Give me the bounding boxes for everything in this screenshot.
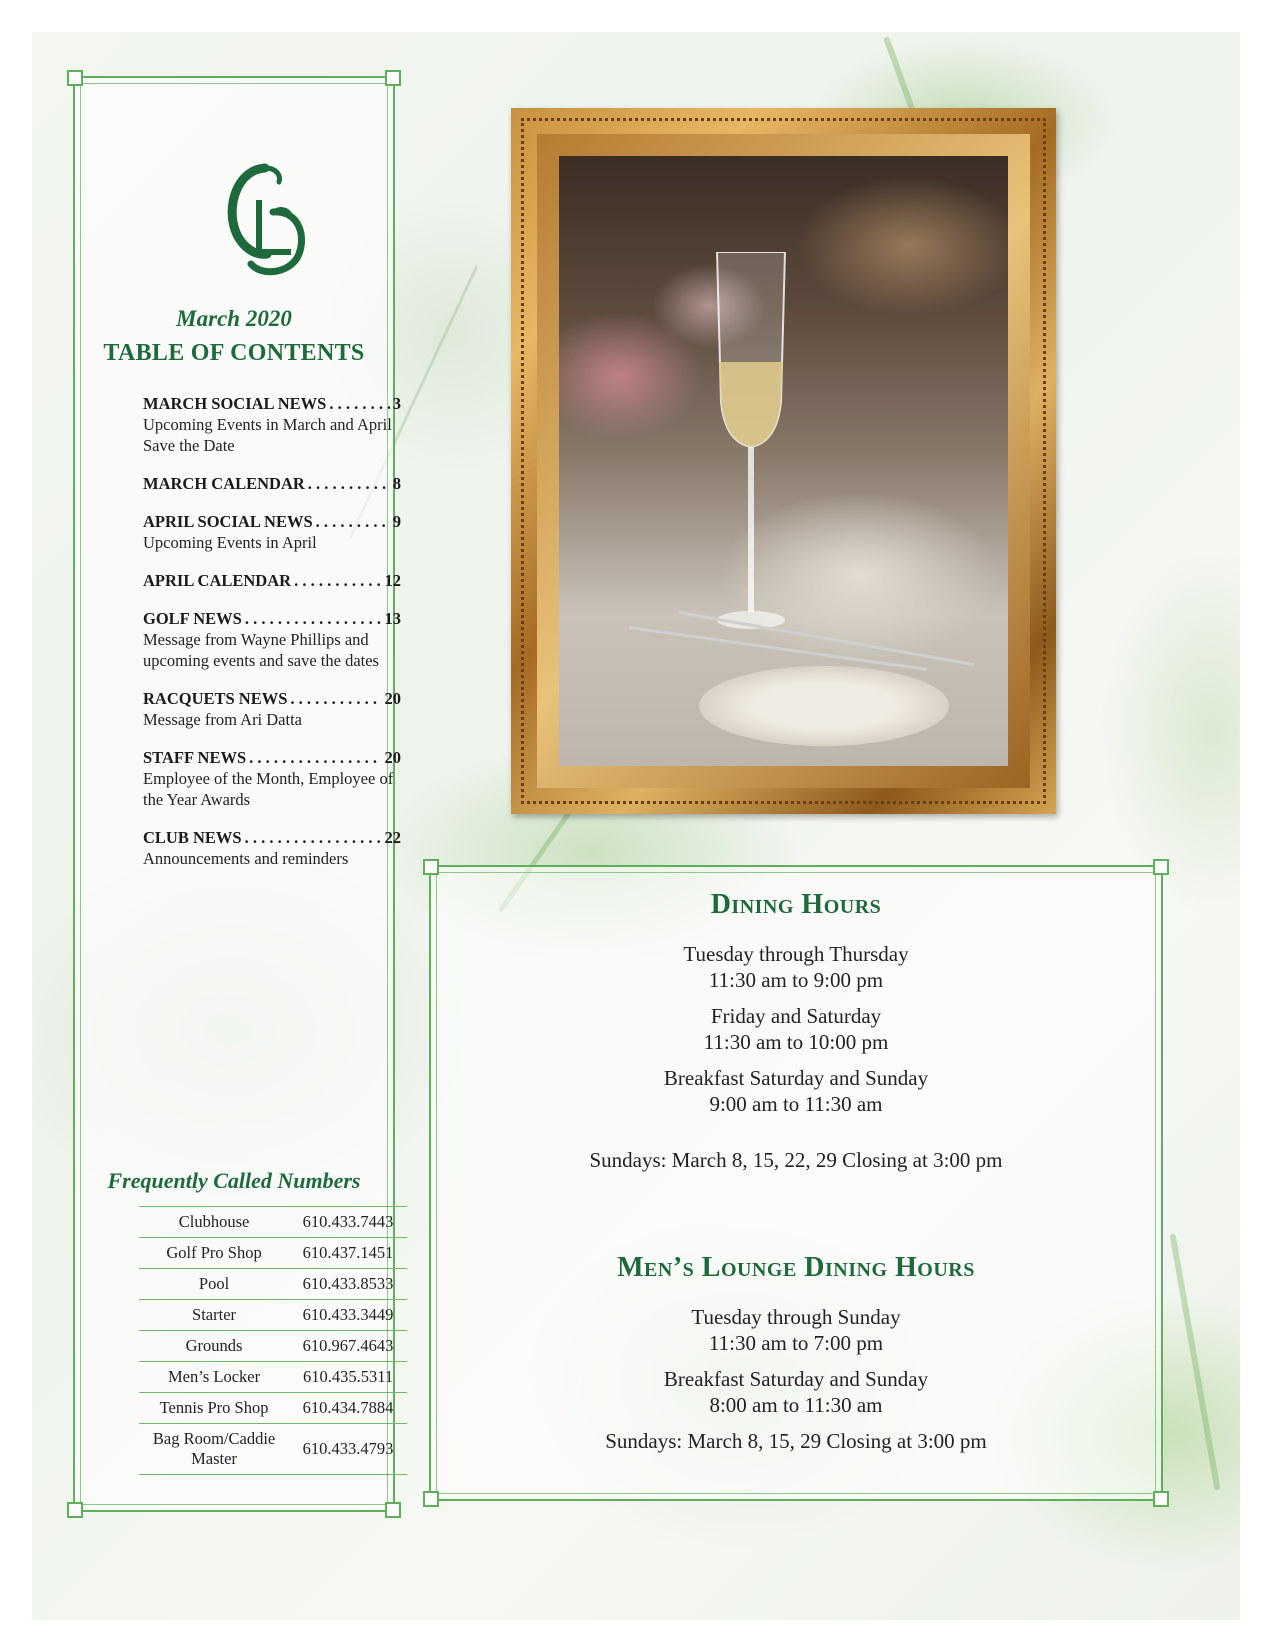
- leader-dots: [308, 474, 390, 494]
- dining-hours-title: Dining Hours: [710, 889, 882, 920]
- frame-corner-ornament: [385, 1502, 401, 1518]
- toc-entry-description: Message from Ari Datta: [143, 710, 302, 729]
- table-row: [139, 1238, 407, 1269]
- phone-number[interactable]: 610.967.4643: [289, 1331, 407, 1362]
- table-of-contents-panel: [73, 76, 401, 1512]
- toc-entry-title: APRIL CALENDAR: [143, 571, 292, 590]
- phone-number[interactable]: 610.435.5311: [289, 1362, 407, 1393]
- contact-name: Starter: [139, 1300, 289, 1331]
- table-row: [139, 1300, 407, 1331]
- hours-time: 11:30 am to 7:00 pm: [708, 1331, 884, 1355]
- phone-numbers-title: Frequently Called Numbers: [107, 1168, 361, 1193]
- toc-entry-page: 3: [392, 394, 401, 413]
- contact-name: Clubhouse: [139, 1207, 289, 1238]
- hours-block: [431, 1366, 1161, 1418]
- newsletter-page: [32, 32, 1240, 1620]
- marble-vein: [1169, 1233, 1220, 1490]
- leader-dots: [294, 571, 381, 591]
- contact-name: Pool: [139, 1269, 289, 1300]
- hours-time: 8:00 am to 11:30 am: [709, 1393, 883, 1417]
- issue-date: March 2020: [176, 306, 292, 331]
- contact-name: Grounds: [139, 1331, 289, 1362]
- toc-entry[interactable]: [143, 512, 401, 553]
- hours-block: [431, 941, 1161, 993]
- frame-corner-ornament: [67, 70, 83, 86]
- toc-entry-description: Employee of the Month, Employee of the Year Awards: [143, 769, 394, 809]
- table-row: [139, 1424, 407, 1475]
- toc-entry-page: 9: [392, 512, 401, 531]
- toc-entry-title: CLUB NEWS: [143, 828, 242, 847]
- hours-days: Friday and Saturday: [710, 1004, 882, 1028]
- toc-entry-description: Upcoming Events in April: [143, 533, 317, 552]
- contact-name: Men’s Locker: [139, 1362, 289, 1393]
- leader-dots: [316, 512, 390, 532]
- toc-entry-page: 13: [384, 609, 401, 628]
- toc-entry-page: 22: [384, 828, 401, 847]
- leader-dots: [249, 748, 381, 768]
- frame-corner-ornament: [423, 859, 439, 875]
- hours-block: [431, 1003, 1161, 1055]
- phone-number[interactable]: 610.437.1451: [289, 1238, 407, 1269]
- hours-days: Breakfast Saturday and Sunday: [663, 1066, 929, 1090]
- frame-corner-ornament: [423, 1491, 439, 1507]
- frame-corner-ornament: [1153, 1491, 1169, 1507]
- hours-time: 11:30 am to 10:00 pm: [703, 1030, 889, 1054]
- table-row: [139, 1207, 407, 1238]
- toc-entry[interactable]: [143, 609, 401, 671]
- toc-entry-description: Upcoming Events in March and April Save the Date: [143, 415, 392, 455]
- dining-hours-panel: [429, 865, 1163, 1501]
- hours-days: Tuesday through Thursday: [683, 942, 909, 966]
- toc-entry-title: APRIL SOCIAL NEWS: [143, 512, 313, 531]
- toc-entry-page: 20: [384, 689, 401, 708]
- dinner-plate: [699, 666, 949, 746]
- hours-note: Sundays: March 8, 15, 29 Closing at 3:00 pm: [605, 1429, 987, 1453]
- champagne-glass-illustration: [711, 252, 791, 632]
- table-row: [139, 1393, 407, 1424]
- phone-number[interactable]: 610.433.3449: [289, 1300, 407, 1331]
- leader-dots: [245, 609, 382, 629]
- toc-entry-description: Message from Wayne Phillips and upcoming events and save the dates: [143, 630, 379, 670]
- leader-dots: [245, 828, 382, 848]
- mens-lounge-title: Men’s Lounge Dining Hours: [617, 1252, 975, 1283]
- toc-entry[interactable]: [143, 571, 401, 591]
- toc-entry-page: 20: [384, 748, 401, 767]
- leader-dots: [329, 394, 389, 414]
- contact-name: Golf Pro Shop: [139, 1238, 289, 1269]
- toc-entry-page: 12: [384, 571, 401, 590]
- phone-number[interactable]: 610.433.4793: [289, 1424, 407, 1475]
- toc-entry-title: RACQUETS NEWS: [143, 689, 288, 708]
- contact-name: Bag Room/Caddie Master: [139, 1424, 289, 1475]
- toc-entry[interactable]: [143, 474, 401, 494]
- toc-entry-title: MARCH SOCIAL NEWS: [143, 394, 327, 413]
- club-monogram-logo: [221, 160, 311, 280]
- hours-days: Tuesday through Sunday: [691, 1305, 901, 1329]
- toc-entry[interactable]: [143, 748, 401, 810]
- hours-time: 9:00 am to 11:30 am: [709, 1092, 883, 1116]
- toc-entry-title: MARCH CALENDAR: [143, 474, 305, 493]
- toc-entry[interactable]: [143, 828, 401, 869]
- toc-entry-title: GOLF NEWS: [143, 609, 242, 628]
- leader-dots: [290, 689, 381, 709]
- toc-entry[interactable]: [143, 394, 401, 456]
- frame-corner-ornament: [67, 1502, 83, 1518]
- phone-number[interactable]: 610.434.7884: [289, 1393, 407, 1424]
- hours-days: Breakfast Saturday and Sunday: [663, 1367, 929, 1391]
- mens-lounge-section: [431, 1252, 1161, 1454]
- hours-note: Sundays: March 8, 15, 22, 29 Closing at 3:00 pm: [589, 1148, 1003, 1172]
- table-setting-photo: [559, 156, 1008, 766]
- phone-numbers-table: [139, 1206, 407, 1475]
- phone-number[interactable]: 610.433.8533: [289, 1269, 407, 1300]
- toc-entry-description: Announcements and reminders: [143, 849, 349, 868]
- hours-block: [431, 1065, 1161, 1117]
- phone-number[interactable]: 610.433.7443: [289, 1207, 407, 1238]
- table-row: [139, 1331, 407, 1362]
- toc-list: [143, 394, 401, 887]
- contact-name: Tennis Pro Shop: [139, 1393, 289, 1424]
- table-row: [139, 1269, 407, 1300]
- gold-picture-frame: [511, 108, 1056, 814]
- table-row: [139, 1362, 407, 1393]
- frame-corner-ornament: [1153, 859, 1169, 875]
- hours-time: 11:30 am to 9:00 pm: [708, 968, 884, 992]
- frame-corner-ornament: [385, 70, 401, 86]
- toc-entry[interactable]: [143, 689, 401, 730]
- hours-block: [431, 1304, 1161, 1356]
- toc-entry-title: STAFF NEWS: [143, 748, 247, 767]
- toc-entry-page: 8: [392, 474, 401, 493]
- toc-title: TABLE OF CONTENTS: [103, 340, 365, 366]
- dining-hours-section: [431, 889, 1161, 1173]
